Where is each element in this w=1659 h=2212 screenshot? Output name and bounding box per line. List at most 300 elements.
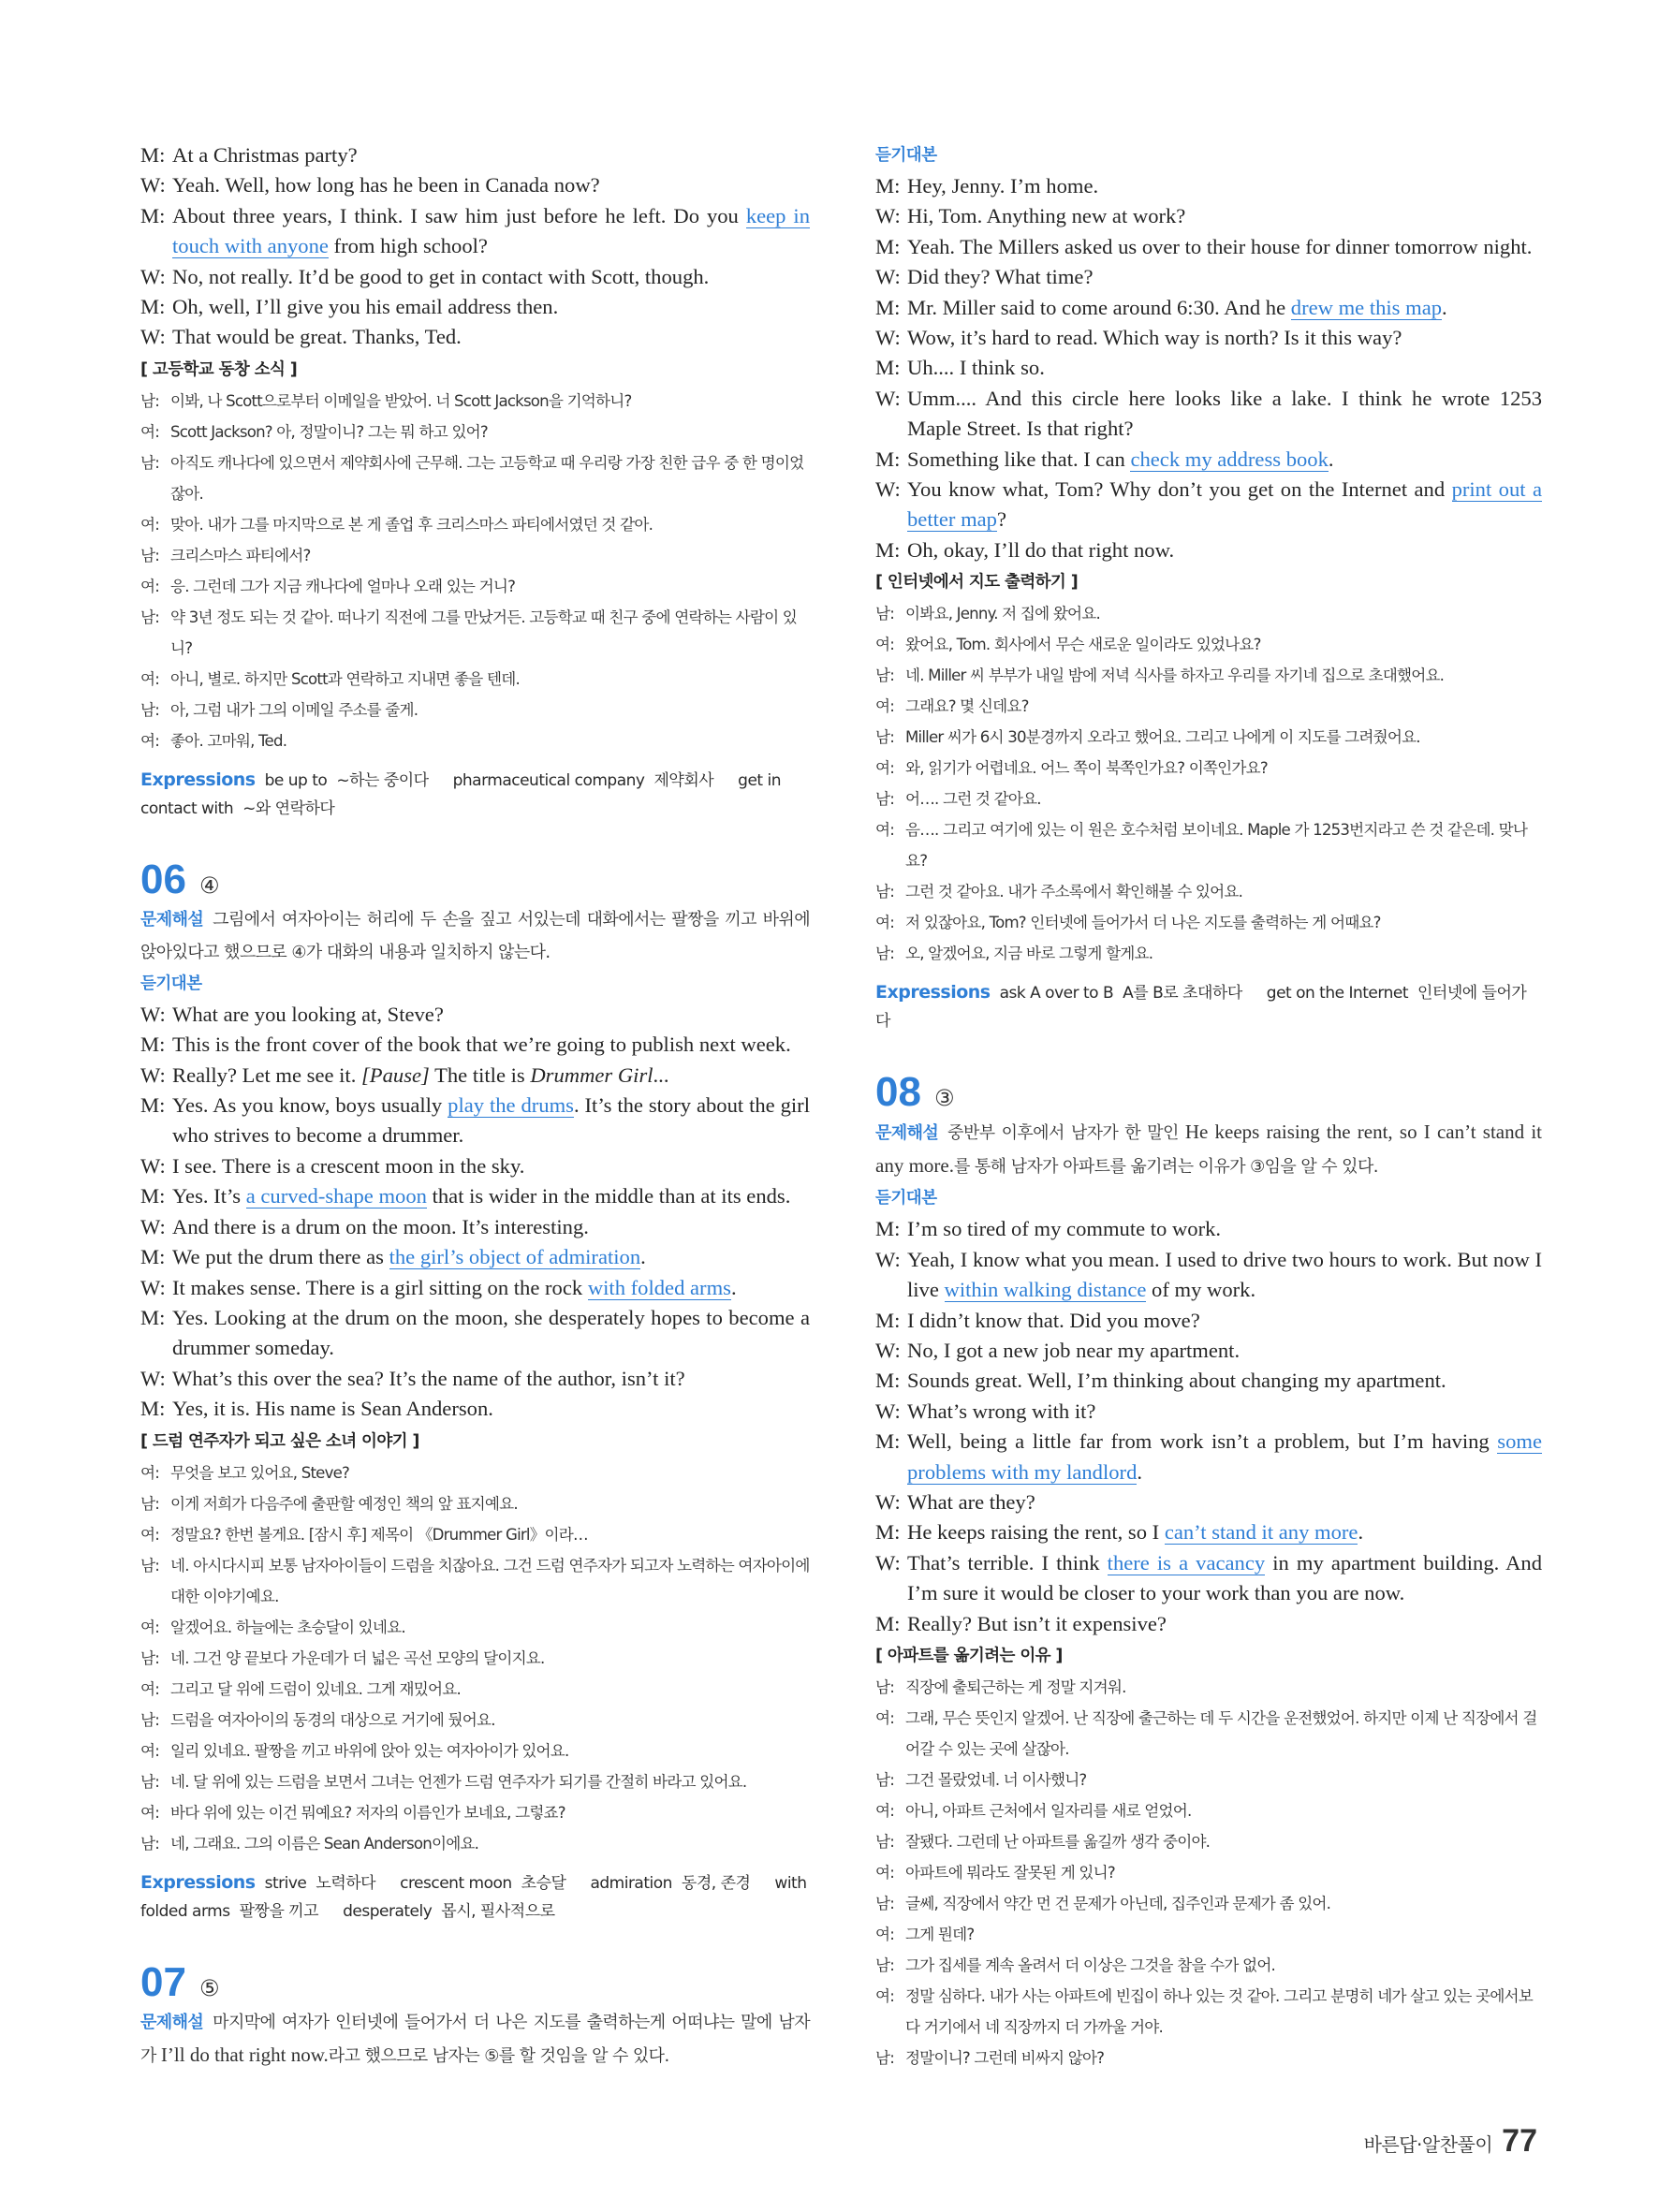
speaker-label: M: [140,1184,166,1209]
dialogue-text [172,140,810,170]
translation-text: 잘됐다. 그런데 난 아파트를 옮길까 생각 중이야. [905,1832,1211,1851]
translation-text: 와, 읽기가 어렵네요. 어느 쪽이 북쪽인가요? 이쪽인가요? [905,759,1268,778]
translation-text: 저 있잖아요, Tom? 인터넷에 들어가서 더 나은 지도를 출력하는 게 어때요? [905,914,1381,932]
expression-term: get on the Internet [1266,984,1408,1003]
text-segment: And there is a drum on the moon. It’s interesting. [172,1214,589,1238]
translation-text: 그가 집세를 계속 올려서 더 이상은 그것을 참을 수가 없어. [905,1956,1276,1974]
dialogue-text [907,262,1542,292]
dialogue-text [172,1181,810,1211]
translation-line [875,1795,1542,1826]
speaker-label: 여: [140,669,160,688]
q08-solution-quote: He keeps raising the rent, so I can’t stand it any more. [875,1121,1542,1178]
text-segment: Really? Let me see it. [172,1062,362,1087]
text-segment: You know what, Tom? Why don’t you get on the Internet and [907,477,1452,502]
expression-term: desperately [343,1901,433,1921]
text-segment: Yes. As you know, boys usually [172,1093,448,1118]
dialogue-text [172,1030,810,1060]
q06-heading [140,857,810,903]
speaker-label: W: [875,204,901,228]
text-segment: What are they? [907,1489,1035,1514]
dialogue-line [875,1609,1542,1639]
speaker-label: 남: [140,1772,160,1791]
translation-text: 네, 그래요. 그의 이름은 Sean Anderson이에요. [170,1834,479,1853]
expression-definition: 팔짱을 끼고 [239,1901,319,1921]
text-segment: Oh, okay, I’ll do that right now. [907,537,1175,562]
expression-term: crescent moon [400,1873,512,1893]
translation-line [875,784,1542,814]
speaker-label: 여: [140,1618,160,1636]
dialogue-line [140,1061,810,1091]
dialogue-line [140,1273,810,1303]
dialogue-line [875,293,1542,323]
text-segment: Something like that. I can [907,447,1131,471]
dialogue-line [875,353,1542,383]
highlighted-expression: drew me this map [1290,295,1443,319]
speaker-label: 여: [140,422,160,441]
dialogue-text [907,1517,1542,1547]
expression-term: ask A over to B [999,984,1114,1003]
speaker-label: M: [875,1217,901,1241]
q05-translation [140,386,810,756]
text-segment: from high school? [328,234,488,258]
dialogue-line [875,1487,1542,1517]
dialogue-text [907,201,1542,231]
dialogue-text [172,1151,810,1181]
footer-book-title: 바른답·알찬풀이 [1363,2133,1493,2156]
q08-solution-label: 문제해설 [875,1123,939,1144]
text-segment: . [1328,447,1334,471]
dialogue-line [875,232,1542,262]
speaker-label: 여: [875,697,895,716]
text-segment: Really? But isn’t it expensive? [907,1611,1167,1635]
highlighted-expression: a curved-shape moon [245,1184,427,1209]
translation-line [875,660,1542,691]
text-segment: No, not really. It’d be good to get in contact with Scott, though. [172,264,710,288]
speaker-label: 남: [140,700,160,719]
translation-text: 이봐요, Jenny. 저 집에 왔어요. [905,605,1100,623]
dialogue-text [172,1394,810,1424]
translation-text: 아, 그럼 내가 그의 이메일 주소를 줄게. [170,700,418,719]
dialogue-text [907,535,1542,565]
q05-translation-title: [ 고등학교 동창 소식 ] [140,359,298,379]
dialogue-text [172,1364,810,1394]
dialogue-text [172,201,810,262]
q07-translation [875,598,1542,969]
speaker-label: 남: [875,1832,895,1851]
highlighted-expression: print out a better map [907,477,1542,532]
speaker-label: W: [140,1062,166,1087]
dialogue-line [875,1517,1542,1547]
translation-line [875,1981,1542,2043]
text-segment: This is the front cover of the book that we’re going to publish next week. [172,1033,791,1057]
text-segment: Oh, well, I’ll give you his email address then. [172,295,559,319]
expressions-label: Expressions [140,1871,256,1893]
text-segment: . [1358,1520,1364,1545]
text-segment: of my work. [1146,1278,1256,1302]
text-segment: ... [653,1062,669,1087]
dialogue-text [172,1000,810,1030]
translation-line [140,509,810,540]
text-segment: Yes, it is. His name is Sean Anderson. [172,1397,493,1421]
translation-line [875,1765,1542,1795]
dialogue-line [140,1242,810,1272]
dialogue-text [907,1366,1542,1396]
speaker-label: 남: [140,391,160,410]
q08-heading [875,1069,1542,1116]
speaker-label: W: [875,477,901,502]
translation-line [875,814,1542,876]
dialogue-line [140,1394,810,1424]
speaker-label: 남: [875,790,895,809]
speaker-label: M: [875,174,901,198]
dialogue-line [140,170,810,200]
translation-text: 어…. 그런 것 같아요. [905,790,1041,809]
dialogue-line [140,1181,810,1211]
q07-script-label: 듣기대본 [875,146,937,165]
text-segment: That’s terrible. I think [907,1550,1108,1575]
speaker-label: 여: [140,1463,160,1482]
text-segment: Sounds great. Well, I’m thinking about changing my apartment. [907,1369,1446,1393]
highlighted-expression: the girl’s object of admiration [389,1245,641,1269]
expression-definition: 몹시, 필사적으로 [441,1901,555,1921]
text-segment: . [640,1245,646,1269]
highlighted-expression: there is a vacancy [1107,1550,1266,1575]
q06-translation-title: [ 드럼 연주자가 되고 싶은 소녀 이야기 ] [140,1431,419,1451]
text-segment: What’s wrong with it? [907,1399,1096,1423]
q06-number: 06 [140,856,186,902]
speaker-label: W: [140,173,166,198]
q05-dialogue [140,140,810,353]
dialogue-text [172,1303,810,1364]
dialogue-line [875,1366,1542,1396]
highlighted-expression: with folded arms [587,1275,731,1299]
highlighted-expression: check my address book [1130,447,1329,471]
speaker-label: M: [875,447,901,471]
text-segment: Did they? What time? [907,265,1094,289]
speaker-label: W: [875,1399,901,1423]
dialogue-line [140,292,810,322]
expression-definition: ~하는 중이다 [336,770,429,790]
speaker-label: 여: [140,1741,160,1760]
translation-text: 아니, 아파트 근처에서 일자리를 새로 얻었어. [905,1801,1192,1820]
speaker-label: M: [140,1093,166,1118]
text-segment: Well, being a little far from work isn’t a problem, but I’m having [907,1429,1498,1454]
speaker-label: W: [875,1550,901,1575]
translation-line [140,540,810,571]
right-column [875,140,1542,2073]
q05-expressions [140,766,810,823]
translation-line [875,1826,1542,1857]
dialogue-line [875,1336,1542,1366]
dialogue-line [875,1397,1542,1427]
translation-text: 네. 달 위에 있는 드럼을 보면서 그녀는 언젠가 드럼 연주자가 되기를 간절히 바라고 있어요. [170,1772,747,1791]
text-segment: Wow, it’s hard to read. Which way is north? Is it this way? [907,326,1402,350]
speaker-label: M: [875,1429,901,1454]
translation-line [875,722,1542,753]
speaker-label: 여: [140,577,160,595]
text-segment: . [1442,295,1447,319]
dialogue-line [875,475,1542,535]
dialogue-line [875,1548,1542,1609]
dialogue-line [140,1091,810,1151]
translation-line [875,1672,1542,1703]
translation-text: 아파트에 뭐라도 잘못된 게 있니? [905,1863,1115,1882]
dialogue-line [140,1151,810,1181]
speaker-label: M: [140,1397,166,1421]
speaker-label: M: [875,295,901,319]
speaker-label: W: [875,1247,901,1271]
q06-script-label: 듣기대본 [140,974,202,993]
dialogue-text [907,293,1542,323]
dialogue-text [907,384,1542,445]
translation-text: 드럼을 여자아이의 동경의 대상으로 거기에 뒀어요. [170,1710,495,1729]
translation-line [140,1612,810,1643]
page-footer [1364,2123,1537,2160]
expressions-label: Expressions [875,982,991,1003]
dialogue-text [907,171,1542,201]
translation-text: 직장에 출퇴근하는 게 정말 지겨워. [905,1677,1126,1696]
dialogue-text [907,445,1542,475]
speaker-label: 남: [140,1710,160,1729]
speaker-label: 여: [140,1525,160,1544]
q07-number: 07 [140,1958,186,2005]
speaker-label: 여: [875,1925,895,1943]
dialogue-line [140,1364,810,1394]
q06-solution-label: 문제해설 [140,909,204,930]
q07-solution [140,2006,810,2073]
translation-text: 이봐, 나 Scott으로부터 이메일을 받았어. 너 Scott Jackson을 기억하니? [170,391,632,410]
dialogue-text [907,1609,1542,1639]
dialogue-line [140,1303,810,1364]
dialogue-line [875,1214,1542,1244]
dialogue-text [172,292,810,322]
q06-translation [140,1458,810,1859]
dialogue-text [907,1245,1542,1306]
speaker-label: M: [875,1369,901,1393]
translation-line [140,1705,810,1736]
expression-term: be up to [264,770,328,790]
speaker-label: 여: [875,1986,895,2005]
dialogue-text [172,322,810,352]
translation-line [875,1888,1542,1919]
speaker-label: W: [140,1366,166,1390]
text-segment: Umm.... And this circle here looks like a lake. I think he wrote 1253 Maple Street. Is that right? [907,386,1542,441]
speaker-label: 남: [875,1770,895,1789]
q08-solution-pre: 중반부 이후에서 남자가 한 말인 [947,1123,1185,1144]
speaker-label: 여: [140,1803,160,1822]
translation-text: 그런 것 같아요. 내가 주소록에서 확인해볼 수 있어요. [905,883,1243,901]
translation-line [875,598,1542,629]
q07-solution-label: 문제해설 [140,2012,204,2032]
highlighted-expression: within walking distance [944,1278,1147,1302]
expression-definition: 제약회사 [653,770,714,790]
text-segment: Yeah. The Millers asked us over to their house for dinner tomorrow night. [907,234,1533,258]
translation-text: 그건 몰랐었네. 너 이사했니? [905,1770,1087,1789]
translation-text: 정말 심하다. 내가 사는 아파트에 빈집이 하나 있는 것 같아. 그리고 분명히 네가 살고 있는 곳에서보다 거기에서 네 직장까지 더 가까울 거야. [905,1986,1534,2036]
text-segment: Hey, Jenny. I’m home. [907,174,1099,198]
text-segment: that is wider in the middle than at its ends. [426,1184,791,1209]
q07-solution-pre: 마지막에 여자가 인터넷에 들어가서 더 나은 지도를 출력하는게 어떠냐는 말에 남자가 [140,2012,810,2066]
translation-text: 그리고 달 위에 드럼이 있네요. 그게 재밌어요. [170,1679,461,1698]
translation-text: 그래요? 몇 신데요? [905,697,1029,716]
expression-term: pharmaceutical company [452,770,645,790]
text-segment: He keeps raising the rent, so I [907,1520,1165,1545]
speaker-label: 여: [140,731,160,750]
dialogue-text [172,1273,810,1303]
q07-heading [140,1959,810,2006]
expressions-label: Expressions [140,769,256,790]
italic-text: Drummer Girl [530,1062,653,1087]
speaker-label: 남: [140,1834,160,1853]
translation-text: 무엇을 보고 있어요, Steve? [170,1463,350,1482]
translation-line [140,1519,810,1550]
text-segment: Yeah. Well, how long has he been in Canada now? [172,173,600,198]
dialogue-line [875,201,1542,231]
translation-line [140,1797,810,1828]
dialogue-line [140,1212,810,1242]
translation-text: 네. 아시다시피 보통 남자아이들이 드럼을 치잖아요. 그건 드럼 연주자가 되고자 노력하는 여자아이에 대한 이야기예요. [170,1556,810,1605]
translation-line [140,725,810,756]
translation-line [140,1766,810,1797]
speaker-label: M: [140,1033,166,1057]
translation-line [140,1828,810,1859]
speaker-label: 여: [875,759,895,778]
dialogue-text [172,1242,810,1272]
text-segment: Hi, Tom. Anything new at work? [907,204,1186,228]
dialogue-line [140,1000,810,1030]
translation-line [140,1643,810,1674]
speaker-label: M: [875,356,901,380]
expression-definition: 초승달 [521,1873,566,1893]
expression-term: with folded arms [140,1873,807,1921]
text-segment: I’m so tired of my commute to work. [907,1217,1222,1241]
dialogue-text [172,1091,810,1151]
dialogue-line [875,1245,1542,1306]
translation-line [140,417,810,447]
translation-text: 네. Miller 씨 부부가 내일 밤에 저녁 식사를 하자고 우리를 자기네 집으로 초대했어요. [905,667,1445,685]
highlighted-expression: keep in touch with anyone [172,203,811,258]
translation-line [140,571,810,602]
speaker-label: 여: [140,1679,160,1698]
translation-line [875,629,1542,660]
expression-definition: 동경, 존경 [681,1873,751,1893]
q08-solution [875,1116,1542,1183]
translation-line [875,753,1542,784]
q07-translation-title: [ 인터넷에서 지도 출력하기 ] [875,573,1079,593]
text-segment: About three years, I think. I saw him just before he left. Do you [172,203,746,227]
dialogue-text [907,1214,1542,1244]
dialogue-line [875,1306,1542,1336]
translation-text: 좋아. 고마워, Ted. [170,731,287,750]
q07-solution-quote: I’ll do that right now. [160,2043,329,2066]
text-segment: It makes sense. There is a girl sitting on the rock [172,1275,588,1299]
expression-definition: ~와 연락하다 [242,798,335,818]
speaker-label: W: [140,1275,166,1299]
speaker-label: W: [140,325,166,349]
speaker-label: M: [875,537,901,562]
dialogue-text [907,1548,1542,1609]
q08-translation [875,1672,1542,2073]
text-segment: That would be great. Thanks, Ted. [172,325,462,349]
translation-line [140,447,810,509]
left-column [140,140,810,2073]
speaker-label: W: [875,326,901,350]
speaker-label: 남: [875,1677,895,1696]
speaker-label: W: [875,1338,901,1362]
speaker-label: M: [875,1611,901,1635]
translation-line [875,2043,1542,2073]
speaker-label: W: [875,265,901,289]
speaker-label: 여: [875,821,895,840]
dialogue-text [172,262,810,292]
dialogue-line [875,262,1542,292]
translation-text: 크리스마스 파티에서? [170,546,311,564]
translation-line [875,876,1542,907]
text-segment: No, I got a new job near my apartment. [907,1338,1241,1362]
dialogue-text [907,1427,1542,1487]
q06-solution-text: 그림에서 여자아이는 허리에 두 손을 짚고 서있는데 대화에서는 팔짱을 끼고 바위에 앉아있다고 했으므로 ④가 대화의 내용과 일치하지 않는다. [140,909,810,962]
translation-text: 응. 그런데 그가 지금 캐나다에 얼마나 오래 있는 거니? [170,577,516,595]
translation-line [140,1550,810,1612]
expression-term: admiration [590,1873,672,1893]
expression-definition: 인터넷에 들어가다 [875,984,1527,1032]
q07-dialogue [875,171,1542,565]
dialogue-line [875,323,1542,353]
dialogue-text [172,170,810,200]
text-segment: What are you looking at, Steve? [172,1002,444,1026]
dialogue-line [875,384,1542,445]
speaker-label: M: [140,1305,166,1329]
speaker-label: 남: [140,608,160,626]
translation-line [140,664,810,695]
text-segment: . [730,1275,737,1299]
translation-text: 그래, 무슨 뜻인지 알겠어. 난 직장에 출근하는 데 두 시간을 운전했었어. 하지만 이제 난 직장에서 걸어갈 수 있는 곳에 살잖아. [905,1708,1537,1758]
translation-text: 약 3년 정도 되는 것 같아. 떠나기 직전에 그를 만났거든. 고등학교 때 친구 중에 연락하는 사람이 있니? [170,608,798,657]
q08-solution-post: 를 통해 남자가 아파트를 옮기려는 이유가 ③임을 알 수 있다. [953,1157,1378,1178]
text-segment: . It’s the story about the girl who strives to become a drummer. [172,1093,810,1148]
speaker-label: M: [140,143,166,167]
expression-definition: 노력하다 [316,1873,376,1893]
translation-text: 이게 저희가 다음주에 출판할 예정인 책의 앞 표지예요. [170,1494,518,1513]
translation-text: 맞아. 내가 그를 마지막으로 본 게 졸업 후 크리스마스 파티에서였던 것 같아. [170,515,653,534]
text-segment: I didn’t know that. Did you move? [907,1308,1200,1332]
dialogue-text [172,1212,810,1242]
speaker-label: 남: [875,1956,895,1974]
dialogue-text [907,232,1542,262]
speaker-label: 남: [140,453,160,472]
translation-line [140,1458,810,1488]
q08-number: 08 [875,1069,921,1116]
q08-script-label: 듣기대본 [875,1189,937,1209]
translation-line [875,1950,1542,1981]
speaker-label: W: [875,1489,901,1514]
translation-line [875,1703,1542,1765]
speaker-label: 여: [875,1863,895,1882]
highlighted-expression: some problems with my landlord [907,1429,1542,1484]
translation-text: 아직도 캐나다에 있으면서 제약회사에 근무해. 그는 고등학교 때 우리랑 가장 친한 급우 중 한 명이었잖아. [170,453,804,503]
dialogue-text [907,475,1542,535]
q08-translation-title: [ 아파트를 옮기려는 이유 ] [875,1646,1063,1665]
expression-term: get in contact with [140,770,781,818]
translation-text: 정말이니? 그런데 비싸지 않아? [905,2048,1105,2067]
speaker-label: 남: [140,1494,160,1513]
speaker-label: 남: [140,546,160,564]
dialogue-line [140,201,810,262]
translation-text: 알겠어요. 하늘에는 초승달이 있네요. [170,1618,405,1636]
translation-text: 음…. 그리고 여기에 있는 이 원은 호수처럼 보이네요. Maple 가 1253번지라고 쓴 것 같은데. 맞나요? [905,821,1528,871]
speaker-label: 여: [875,1801,895,1820]
q07-expressions [875,978,1542,1035]
